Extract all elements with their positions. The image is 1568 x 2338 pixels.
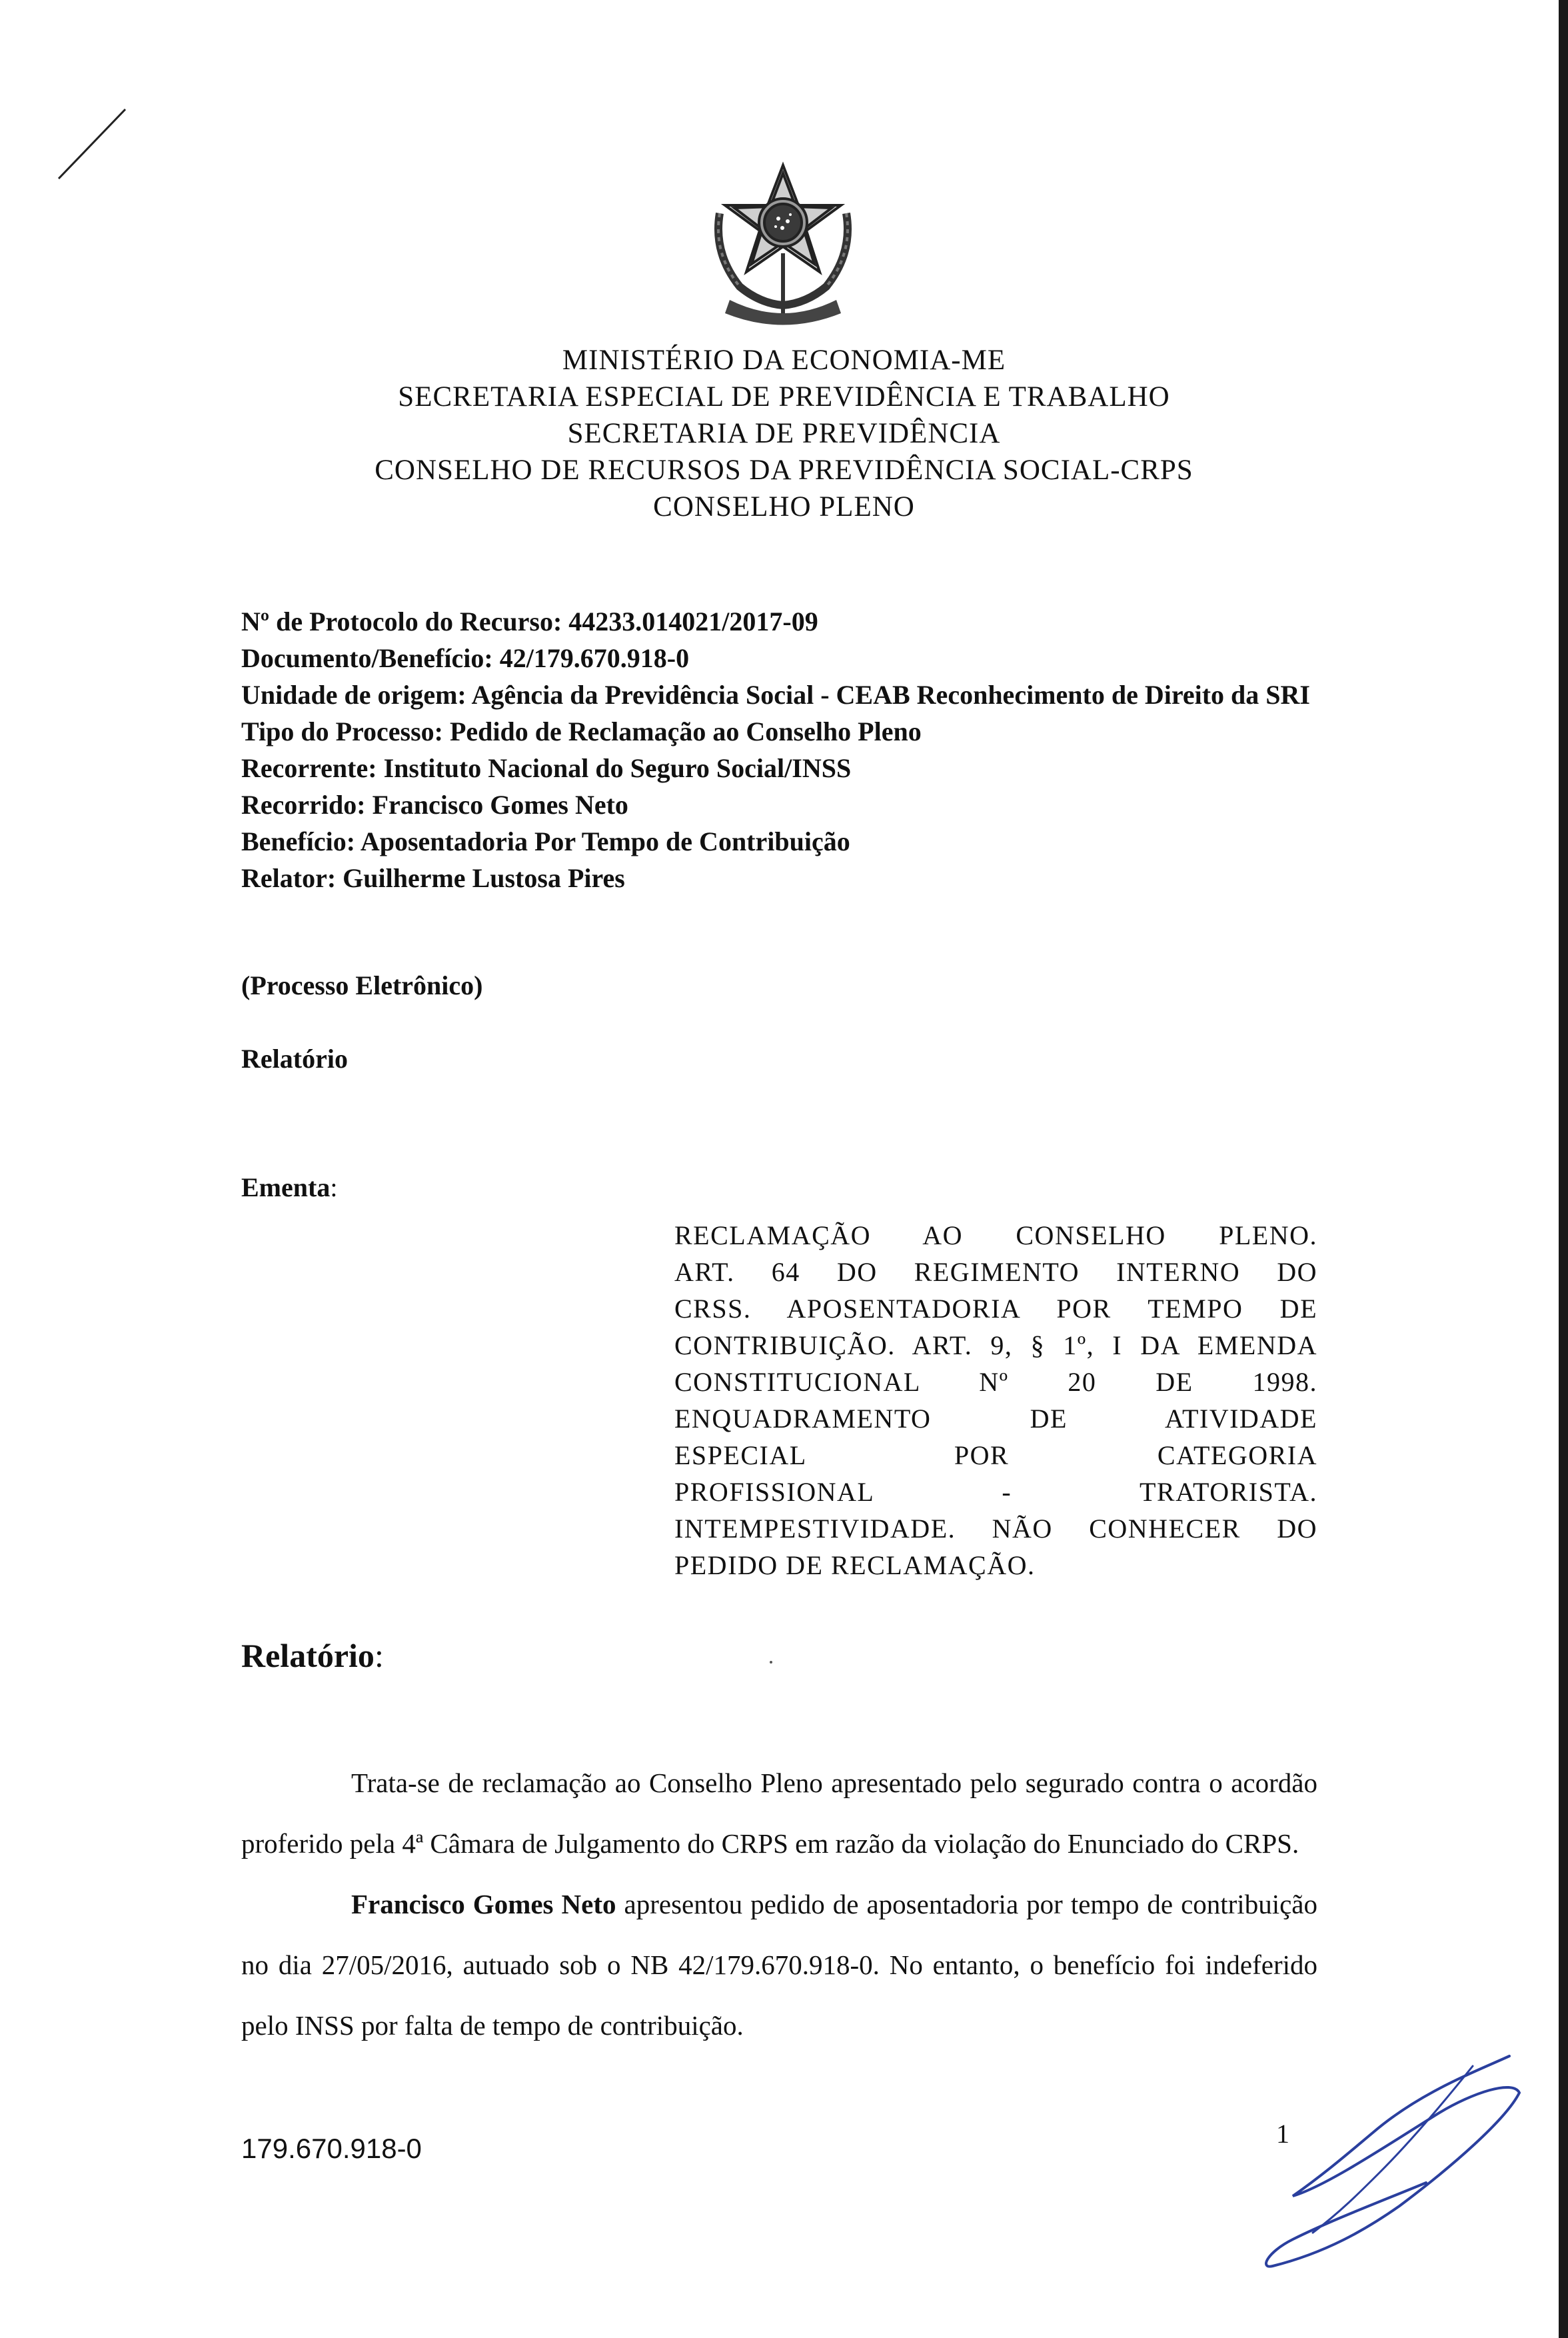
report-label: Relatório [241, 1044, 348, 1074]
paragraph-2 [241, 1874, 1317, 2056]
electronic-process-note: (Processo Eletrônico) [241, 970, 483, 1000]
footer-benefit-reference: 179.670.918-0 [241, 2133, 422, 2164]
handwritten-signature [1253, 2053, 1533, 2273]
header-special-secretariat: SECRETARIA ESPECIAL DE PREVIDÊNCIA E TRABALHO [398, 381, 1170, 413]
scan-edge [1559, 0, 1568, 2338]
scan-speck [770, 1661, 772, 1664]
report-heading-colon: : [374, 1637, 384, 1674]
summary-line: ART. 64 DO REGIMENTO INTERNO DO [674, 1257, 1317, 1287]
summary-line: PROFISSIONAL - TRATORISTA. [674, 1477, 1317, 1507]
summary-label [241, 1172, 337, 1203]
appellee: Recorrido: Francisco Gomes Neto [241, 790, 628, 820]
summary-line: CONSTITUCIONAL Nº 20 DE 1998. [674, 1367, 1317, 1397]
header-secretariat: SECRETARIA DE PREVIDÊNCIA [567, 418, 1001, 449]
summary-text [674, 1217, 1317, 1584]
document-header [200, 342, 1368, 525]
appellant: Recorrente: Instituto Nacional do Seguro Social/INSS [241, 753, 852, 783]
summary-line: ESPECIAL POR CATEGORIA [674, 1440, 1317, 1470]
header-ministry: MINISTÉRIO DA ECONOMIA-ME [562, 345, 1006, 376]
report-body [241, 1753, 1317, 2056]
insured-name: Francisco Gomes Neto [351, 1889, 616, 1919]
summary-line: PEDIDO DE RECLAMAÇÃO. [674, 1550, 1036, 1580]
origin-unit: Unidade de origem: Agência da Previdência Social - CEAB Reconhecimento de Direito da SRI [241, 680, 1310, 710]
paragraph-1: Trata-se de reclamação ao Conselho Pleno apresentado pelo segurado contra o acordão proferido pela 4ª Câmara de Julgamento do CRPS em razão da violação do Enunciado do CRPS. [241, 1767, 1317, 1859]
header-plenary: CONSELHO PLENO [653, 491, 915, 523]
benefit-type: Benefício: Aposentadoria Por Tempo de Contribuição [241, 826, 850, 856]
summary-line: RECLAMAÇÃO AO CONSELHO PLENO. [674, 1220, 1317, 1250]
header-council: CONSELHO DE RECURSOS DA PREVIDÊNCIA SOCIAL-CRPS [375, 455, 1193, 486]
brazil-coat-of-arms-emblem [693, 153, 873, 333]
summary-label-text: Ementa [241, 1172, 331, 1202]
summary-line: ENQUADRAMENTO DE ATIVIDADE [674, 1404, 1317, 1434]
report-heading-text: Relatório [241, 1637, 375, 1674]
document-benefit: Documento/Benefício: 42/179.670.918-0 [241, 643, 690, 673]
corner-pen-mark [47, 100, 140, 187]
summary-line: INTEMPESTIVIDADE. NÃO CONHECER DO [674, 1514, 1317, 1544]
summary-line: CONTRIBUIÇÃO. ART. 9, § 1º, I DA EMENDA [674, 1330, 1317, 1360]
summary-line: CRSS. APOSENTADORIA POR TEMPO DE [674, 1294, 1317, 1324]
summary-label-colon: : [330, 1172, 338, 1202]
report-heading [241, 1636, 384, 1675]
paragraph-2-text: apresentou pedido de aposentadoria por tempo de contribuição no dia 27/05/2016, autuado sob o NB 42/179.670.918-0. No entanto, o benefício foi indeferido pelo INSS por falta de tempo de contribuição. [241, 1889, 1317, 2041]
process-type: Tipo do Processo: Pedido de Reclamação ao Conselho Pleno [241, 716, 922, 746]
page-number: 1 [1276, 2119, 1289, 2149]
rapporteur: Relator: Guilherme Lustosa Pires [241, 863, 625, 893]
case-metadata [241, 603, 1321, 896]
protocol-number: Nº de Protocolo do Recurso: 44233.014021/2017-09 [241, 606, 818, 636]
